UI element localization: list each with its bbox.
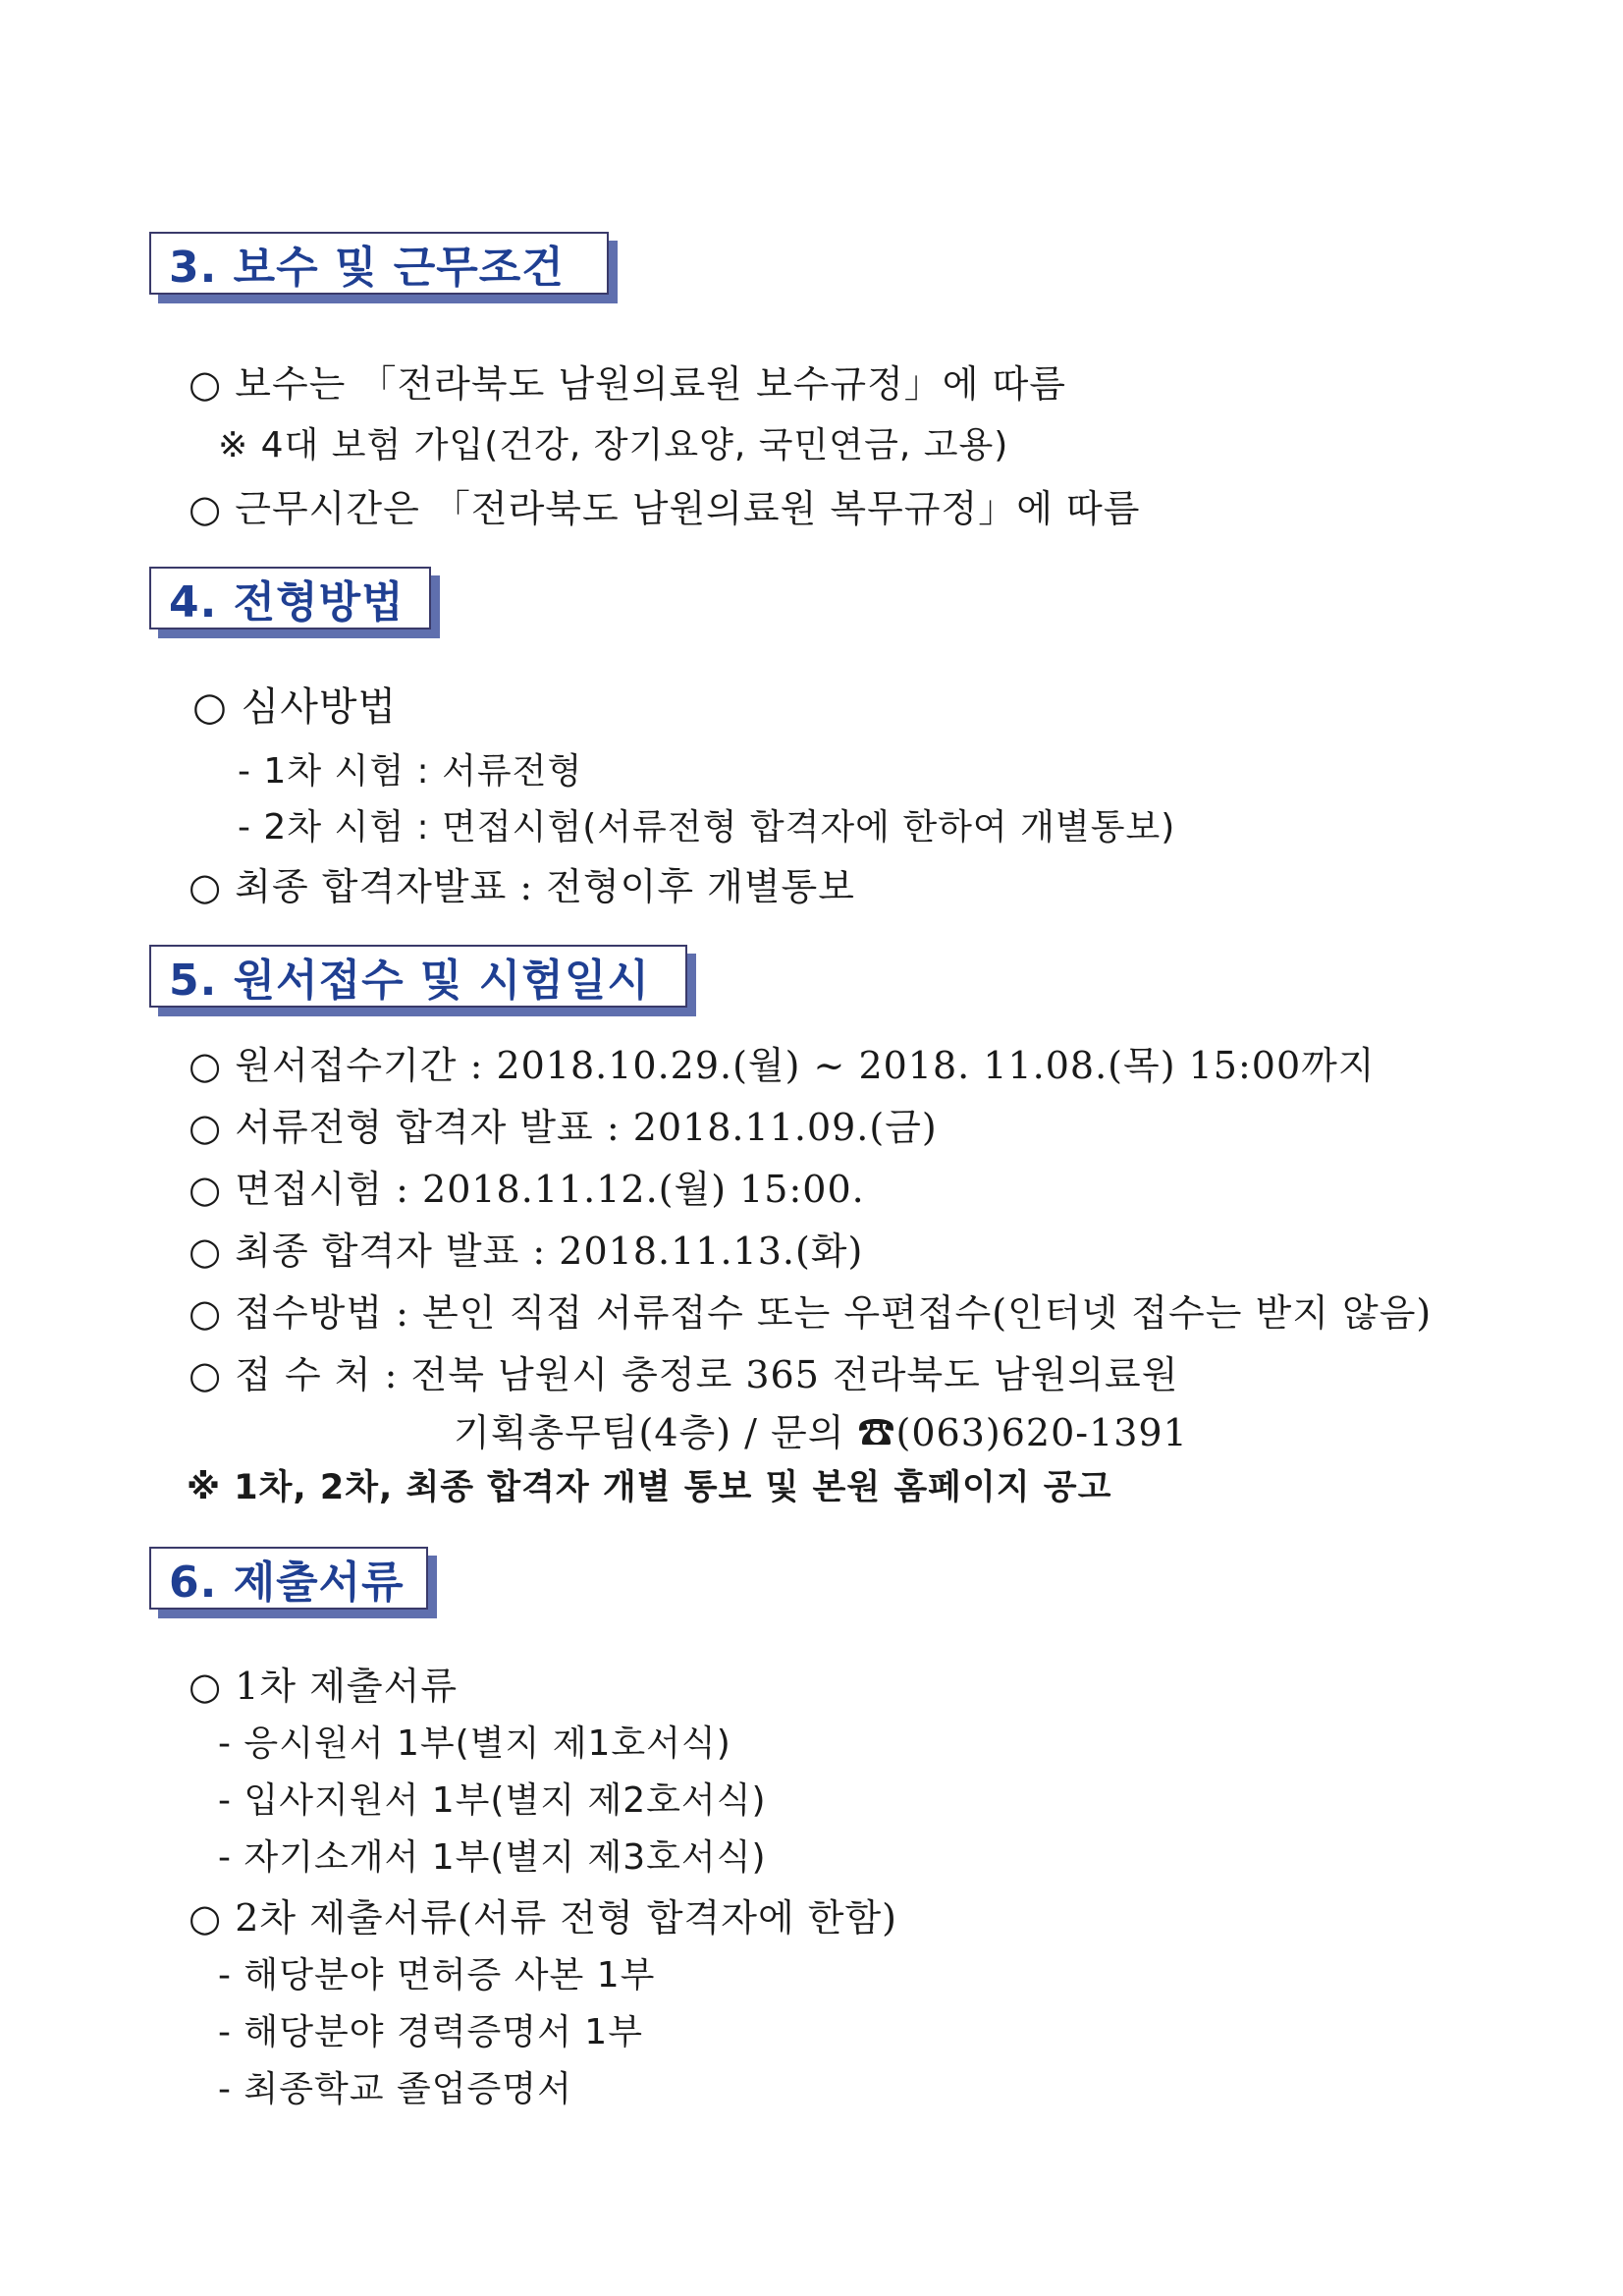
section-6-heading: 6. 제출서류 [149,1547,428,1610]
s5-interview-date: ○ 면접시험 : 2018.11.12.(월) 15:00. [189,1168,865,1211]
s5-reception-contact: 기획총무팀(4층) / 문의 ☎(063)620-1391 [454,1411,1188,1454]
s6-doc-license: - 해당분야 면허증 사본 1부 [218,1955,656,1995]
s3-insurance-note: ※ 4대 보험 가입(건강, 장기요양, 국민연금, 고용) [218,425,1009,465]
s3-hours-line: ○ 근무시간은 「전라북도 남원의료원 복무규정」에 따름 [189,487,1141,530]
s6-doc-graduation: - 최종학교 졸업증명서 [218,2069,572,2109]
s6-doc-career: - 해당분야 경력증명서 1부 [218,2012,643,2052]
s5-document-result: ○ 서류전형 합격자 발표 : 2018.11.09.(금) [189,1106,938,1149]
s4-first-test: - 1차 시험 : 서류전형 [238,751,583,792]
s6-first-docs: ○ 1차 제출서류 [189,1665,459,1708]
s5-notice: ※ 1차, 2차, 최종 합격자 개별 통보 및 본원 홈페이지 공고 [187,1468,1112,1507]
s6-doc-resume: - 입사지원서 1부(별지 제2호서식) [218,1780,767,1821]
s5-application-period: ○ 원서접수기간 : 2018.10.29.(월) ~ 2018. 11.08.(목) 15:00까지 [189,1044,1376,1087]
s4-final-announce: ○ 최종 합격자발표 : 전형이후 개별통보 [189,865,855,908]
s5-reception-address: ○ 접 수 처 : 전북 남원시 충정로 365 전라북도 남원의료원 [189,1353,1179,1396]
s5-application-method: ○ 접수방법 : 본인 직접 서류접수 또는 우편접수(인터넷 접수는 받지 않음) [189,1291,1433,1335]
s6-second-docs: ○ 2차 제출서류(서류 전형 합격자에 한함) [189,1896,898,1940]
section-3-heading: 3. 보수 및 근무조건 [149,232,609,295]
s5-final-result: ○ 최종 합격자 발표 : 2018.11.13.(화) [189,1230,864,1273]
s3-salary-line: ○ 보수는 「전라북도 남원의료원 보수규정」에 따름 [189,362,1067,406]
s6-doc-application: - 응시원서 1부(별지 제1호서식) [218,1723,731,1764]
section-4-heading: 4. 전형방법 [149,567,431,629]
s6-doc-self-intro: - 자기소개서 1부(별지 제3호서식) [218,1837,767,1878]
section-5-heading: 5. 원서접수 및 시험일시 [149,945,687,1008]
s4-review-method: ○ 심사방법 [192,684,398,730]
s4-second-test: - 2차 시험 : 면접시험(서류전형 합격자에 한하여 개별통보) [238,807,1176,847]
